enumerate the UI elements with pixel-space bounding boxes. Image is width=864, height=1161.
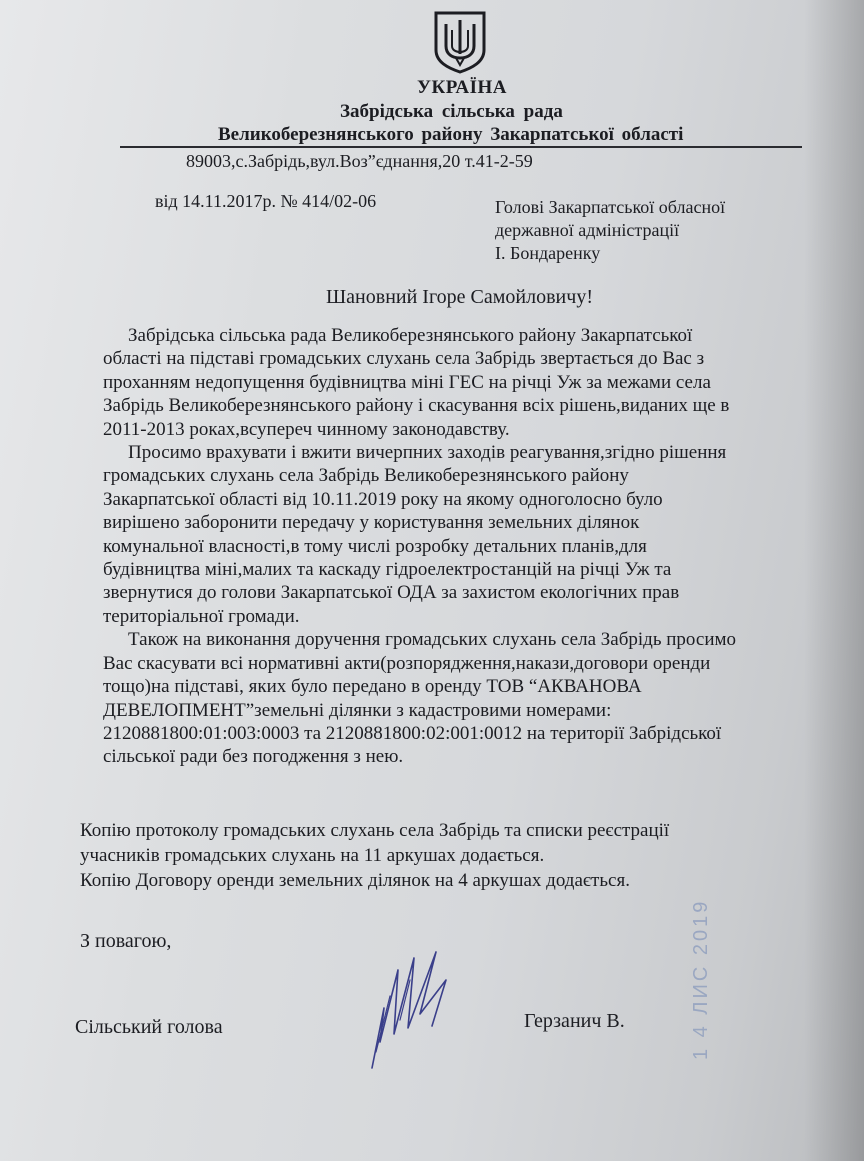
country-heading: УКРАЇНА — [417, 77, 508, 98]
body-line: територіальної громади. — [103, 605, 300, 627]
body-line: тощо)на підставі, яких було передано в оренду ТОВ “АКВАНОВА — [103, 676, 642, 698]
attachment-line: Копію Договору оренди земельних ділянок на 4 аркушах додається. — [80, 870, 630, 891]
body-line: 2011-2013 роках,всупереч чинному законодавству. — [103, 418, 510, 440]
body-line: Забрідь Великоберезнянського району і скасування всіх рішень,виданих ще в — [103, 395, 730, 417]
header-divider — [120, 146, 802, 148]
letter-body — [103, 324, 736, 769]
body-line: вирішено заборонити передачу у користування земельних ділянок — [103, 512, 640, 534]
document-reference: від 14.11.2017р. № 414/02-06 — [155, 191, 377, 211]
recipient-block — [495, 196, 725, 265]
recipient-line: державної адміністрації — [495, 220, 680, 240]
body-line: Забрідська сільська рада Великоберезнянського району Закарпатської — [128, 325, 693, 346]
signatory-name: Герзанич В. — [524, 1010, 625, 1032]
attachment-line: учасників громадських слухань на 11 аркушах додається. — [80, 845, 545, 866]
council-heading: Забрідська сільська рада — [340, 101, 563, 122]
body-line: Вас скасувати всі нормативні акти(розпорядження,накази,договори оренди — [103, 652, 711, 674]
body-line: проханням недопущення будівництва міні ГЕС на річці Уж за межами села — [103, 371, 711, 393]
closing-phrase: З повагою, — [80, 930, 172, 952]
date-stamp: 1 4 ЛИС 2019 — [690, 898, 712, 1060]
body-line: будівництва міні,малих та каскаду гідроелектростанцій на річці Уж та — [103, 559, 672, 581]
attachment-line: Копію протоколу громадських слухань села Забрідь та списки реєстрації — [80, 820, 670, 841]
district-heading: Великоберезнянського району Закарпатської області — [218, 124, 684, 145]
recipient-line: І. Бондаренку — [495, 243, 601, 263]
body-line: комунальної власності,в тому числі розробку детальних планів,для — [103, 535, 647, 557]
body-line: Просимо врахувати і вжити вичерпних заходів реагування,згідно рішення — [128, 442, 727, 464]
salutation: Шановний Ігоре Самойловичу! — [326, 286, 593, 308]
recipient-line: Голові Закарпатської обласної — [495, 197, 726, 217]
body-line: Закарпатської області від 10.11.2019 року на якому одноголосно було — [103, 488, 663, 510]
body-line: області на підставі громадських слухань села Забрідь звертається до Вас з — [103, 348, 705, 370]
body-line: 2120881800:01:003:0003 та 2120881800:02:001:0012 на території Забрідської — [103, 722, 722, 744]
council-address: 89003,с.Забрідь,вул.Воз”єднання,20 т.41-2-59 — [186, 151, 533, 171]
coat-of-arms-icon — [432, 10, 488, 74]
body-line: громадських слухань села Забрідь Великоберезнянського району — [103, 465, 629, 487]
body-line: Також на виконання доручення громадських слухань села Забрідь просимо — [128, 629, 737, 651]
signatory-position: Сільський голова — [75, 1016, 223, 1038]
attachments-block — [80, 818, 669, 893]
body-line: сільської ради без погодження з нею. — [103, 746, 404, 768]
handwritten-signature — [350, 950, 460, 1070]
body-line: ДЕВЕЛОПМЕНТ”земельні ділянки з кадастровими номерами: — [103, 699, 612, 721]
body-line: звернутися до голови Закарпатської ОДА за захистом екологічних прав — [103, 582, 680, 604]
